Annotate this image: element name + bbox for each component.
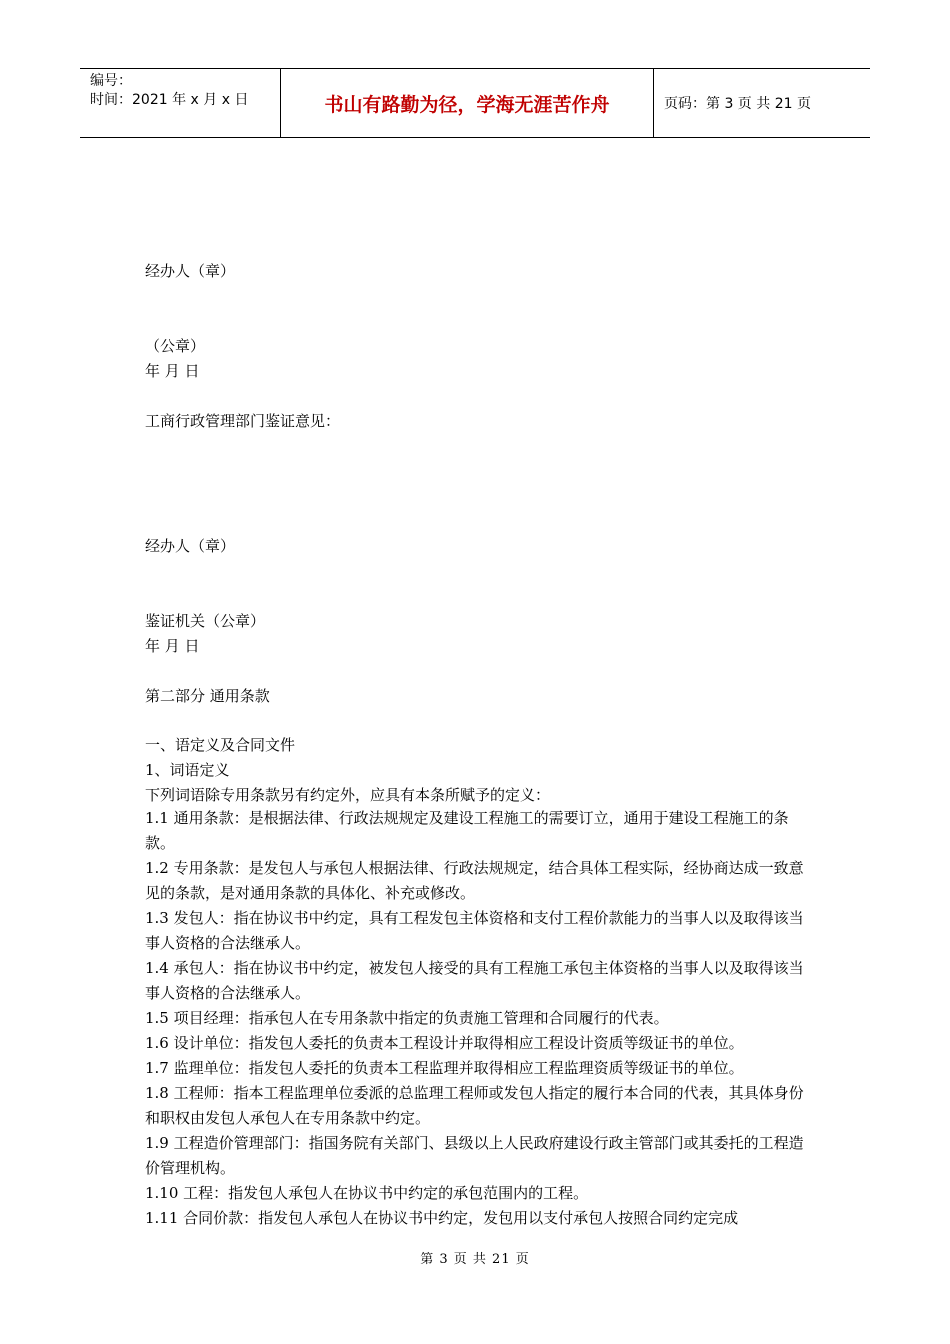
- header-motto: 书山有路勤为径，学海无涯苦作舟: [281, 69, 654, 137]
- clause-1-4: 1.4 承包人：指在协议书中约定，被发包人接受的具有工程施工承包主体资格的当事人以及取得该当事人资格的合法继承人。: [145, 959, 804, 1002]
- document-number-label: 编号：: [90, 73, 132, 89]
- aic-opinion-line: 工商行政管理部门鉴证意见：: [145, 412, 341, 430]
- clause-1-7: 1.7 监理单位：指发包人委托的负责本工程监理并取得相应工程监理资质等级证书的单位。: [145, 1059, 744, 1077]
- clause-1-10: 1.10 工程：指发包人承包人在协议书中约定的承包范围内的工程。: [145, 1184, 589, 1202]
- clause-1-2: 1.2 专用条款：是发包人与承包人根据法律、行政法规规定，结合具体工程实际，经协商达成一致意见的条款，是对通用条款的具体化、补充或修改。: [145, 859, 804, 902]
- document-date-label: 时间：2021 年 x 月 x 日: [90, 92, 249, 108]
- part-title: 第二部分 通用条款: [145, 687, 270, 705]
- clause-1-5: 1.5 项目经理：指承包人在专用条款中指定的负责施工管理和合同履行的代表。: [145, 1009, 669, 1027]
- definitions-intro: 下列词语除专用条款另有约定外，应具有本条所赋予的定义：: [145, 786, 551, 804]
- header-page-label: 页码：第 3 页 共 21 页: [664, 96, 811, 112]
- agent-stamp-line-1: 经办人（章）: [145, 262, 236, 280]
- clause-1-6: 1.6 设计单位：指发包人委托的负责本工程设计并取得相应工程设计资质等级证书的单位。: [145, 1034, 744, 1052]
- subsection-title: 1、词语定义: [145, 761, 230, 779]
- date-line-1: 年 月 日: [145, 362, 200, 380]
- clause-1-8: 1.8 工程师：指本工程监理单位委派的总监理工程师或发包人指定的履行本合同的代表，其具体身份和职权由发包人承包人在专用条款中约定。: [145, 1084, 804, 1127]
- page-header: [80, 68, 870, 138]
- verification-authority-line: 鉴证机关（公章）: [145, 612, 266, 630]
- date-line-2: 年 月 日: [145, 637, 200, 655]
- clause-1-11: 1.11 合同价款：指发包人承包人在协议书中约定，发包用以支付承包人按照合同约定完成: [145, 1209, 739, 1227]
- header-meta: [80, 69, 281, 137]
- clause-1-1: 1.1 通用条款：是根据法律、行政法规规定及建设工程施工的需要订立，通用于建设工程施工的条款。: [145, 809, 789, 852]
- agent-stamp-line-2: 经办人（章）: [145, 537, 236, 555]
- clause-1-3: 1.3 发包人：指在协议书中约定，具有工程发包主体资格和支付工程价款能力的当事人以及取得该当事人资格的合法继承人。: [145, 909, 804, 952]
- page-footer: 第 3 页 共 21 页: [420, 1252, 530, 1267]
- section-title: 一、语定义及合同文件: [145, 736, 296, 754]
- clause-1-9: 1.9 工程造价管理部门：指国务院有关部门、县级以上人民政府建设行政主管部门或其委托的工程造价管理机构。: [145, 1134, 804, 1177]
- public-stamp-line: （公章）: [145, 337, 206, 355]
